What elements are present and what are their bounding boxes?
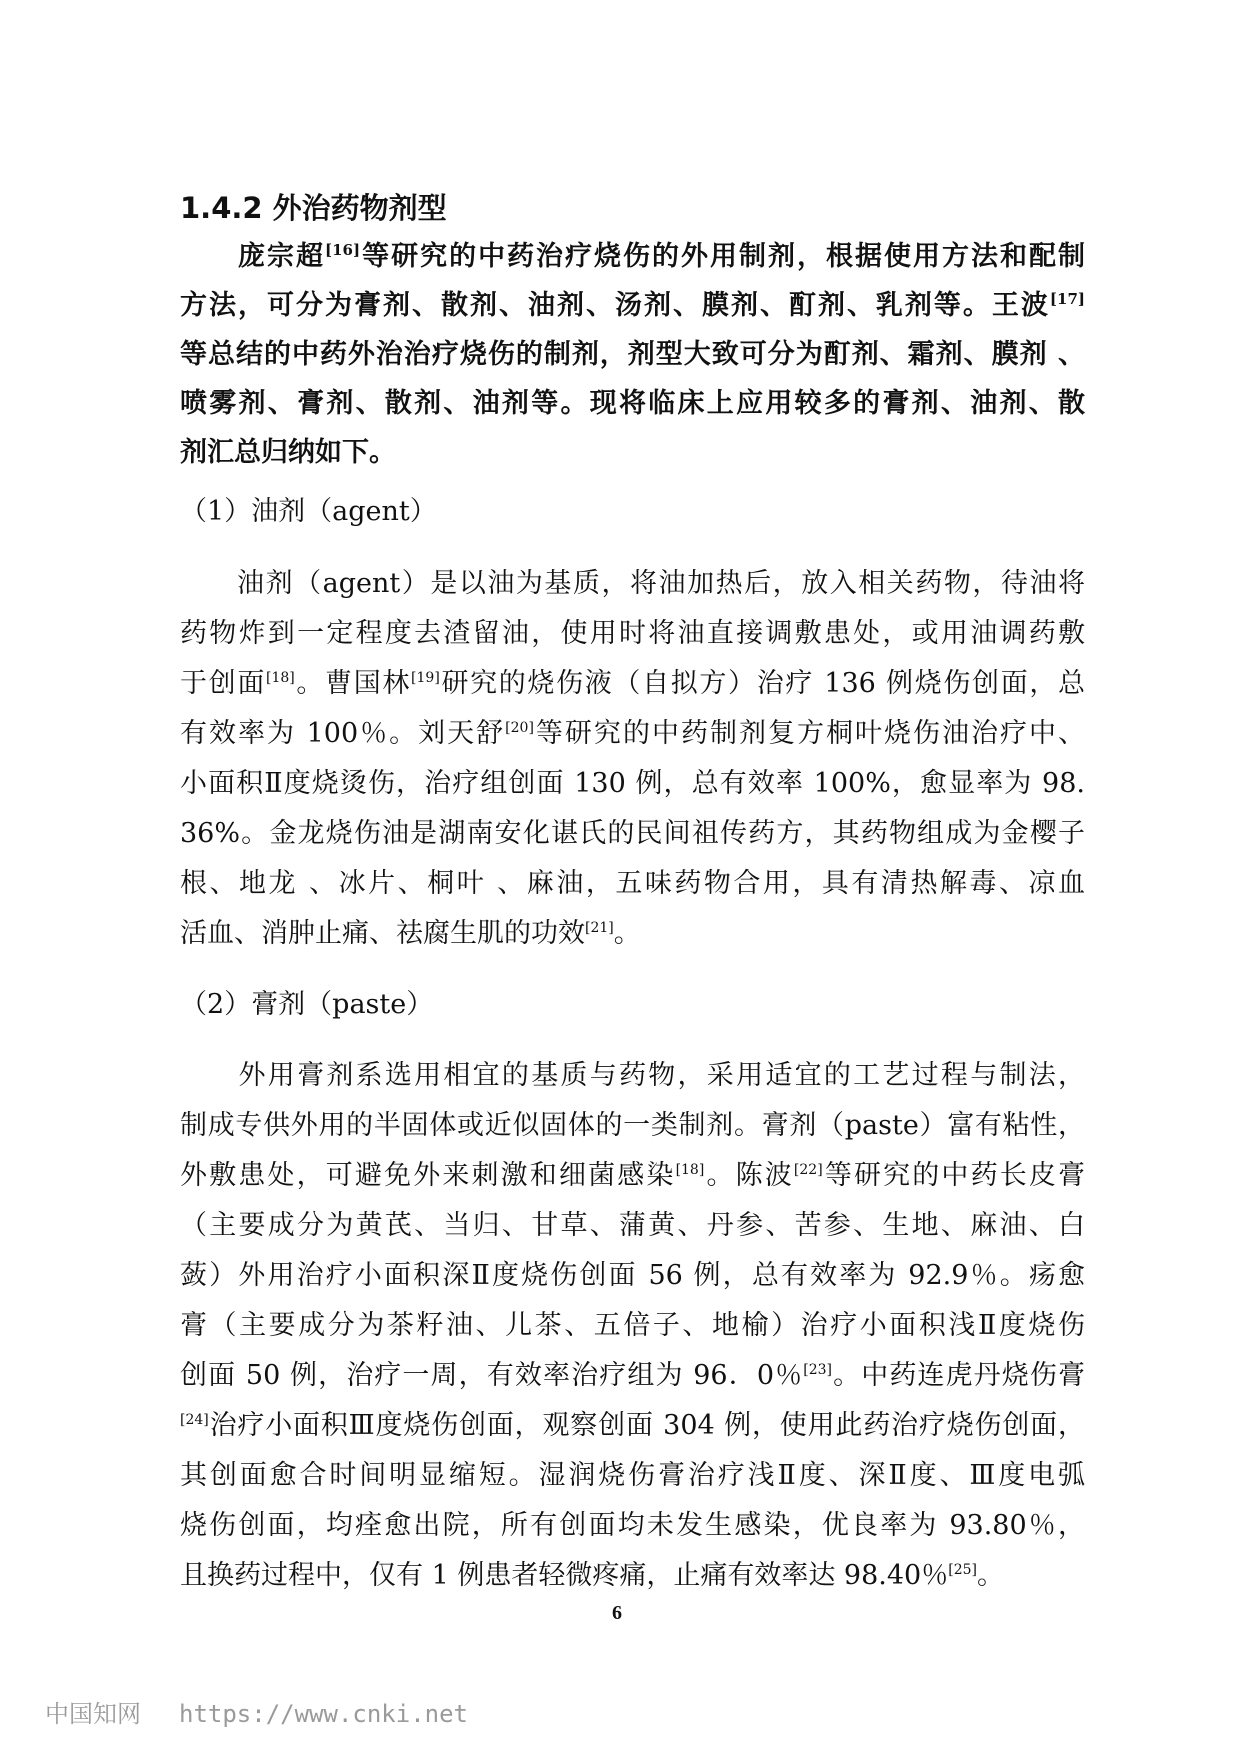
- subsection-title-paste: （2）膏剂（paste）: [180, 989, 434, 1020]
- watermark-url: https://www.cnki.net: [179, 1700, 468, 1728]
- watermark-brand: 中国知网: [45, 1700, 141, 1728]
- paragraph3-line-10: 烧伤创面，均痊愈出院，所有创面均未发生感染，优良率为 93.80％，: [180, 1510, 1085, 1541]
- citation-18: [18]: [265, 670, 295, 686]
- paragraph2-line-6: 36%。金龙烧伤油是湖南安化谌氏的民间祖传药方，其药物组成为金樱子: [180, 818, 1085, 849]
- subsection-title-oil: （1）油剂（agent）: [180, 496, 437, 527]
- paragraph1-line-3: 等总结的中药外治治疗烧伤的制剂，剂型大致可分为酊剂、霜剂、膜剂 、: [180, 339, 1085, 370]
- citation-24: [24]: [180, 1412, 209, 1428]
- citation-25: [25]: [948, 1562, 977, 1578]
- citation-17: [17]: [1049, 290, 1085, 308]
- paragraph3-line-11: 且换药过程中，仅有 1 例患者轻微疼痛，止痛有效率达 98.40％[25]。: [180, 1560, 1004, 1591]
- paragraph3-line-1: 外用膏剂系选用相宜的基质与药物，采用适宜的工艺过程与制法，: [180, 1060, 1085, 1091]
- citation-23: [23]: [803, 1362, 832, 1378]
- cnki-watermark: [45, 1694, 468, 1729]
- paragraph3-line-7: 创面 50 例，治疗一周，有效率治疗组为 96．0％[23]。中药连虎丹烧伤膏: [180, 1360, 1085, 1391]
- paragraph3-line-3: 外敷患处，可避免外来刺激和细菌感染[18]。陈波[22]等研究的中药长皮膏: [180, 1160, 1086, 1191]
- citation-21: [21]: [585, 920, 614, 936]
- paragraph3-line-8: [24]治疗小面积Ⅲ度烧伤创面，观察创面 304 例，使用此药治疗烧伤创面，: [180, 1410, 1085, 1441]
- paragraph1-line-4: 喷雾剂、膏剂、散剂、油剂等。现将临床上应用较多的膏剂、油剂、散: [180, 388, 1085, 419]
- citation-18b: [18]: [675, 1162, 705, 1178]
- citation-22: [22]: [793, 1162, 823, 1178]
- citation-19: [19]: [411, 670, 440, 686]
- section-heading: 1.4.2 外治药物剂型: [180, 191, 447, 225]
- citation-16: [16]: [325, 241, 361, 259]
- paragraph2-line-7: 根、地龙 、冰片、桐叶 、麻油，五味药物合用，具有清热解毒、凉血: [180, 868, 1085, 899]
- paragraph2-line-1: 油剂（agent）是以油为基质，将油加热后，放入相关药物，待油将: [180, 568, 1085, 599]
- paragraph2-line-3: 于创面[18]。曹国林[19]研究的烧伤液（自拟方）治疗 136 例烧伤创面，总: [180, 668, 1086, 699]
- paragraph1-line-2: 方法，可分为膏剂、散剂、油剂、汤剂、膜剂、酊剂、乳剂等。王波[17]: [180, 290, 1085, 321]
- paragraph2-line-8: 活血、消肿止痛、祛腐生肌的功效[21]。: [180, 918, 641, 949]
- paragraph2-line-4: 有效率为 100％。刘天舒[20]等研究的中药制剂复方桐叶烧伤油治疗中、: [180, 718, 1086, 749]
- paragraph1-line-5: 剂汇总归纳如下。: [180, 437, 396, 468]
- paragraph3-line-4: （主要成分为黄芪、当归、甘草、蒲黄、丹参、苦参、生地、麻油、白: [180, 1210, 1085, 1241]
- paragraph1-line-1: 庞宗超[16]等研究的中药治疗烧伤的外用制剂，根据使用方法和配制: [180, 241, 1086, 272]
- paragraph3-line-5: 蔹）外用治疗小面积深Ⅱ度烧伤创面 56 例，总有效率为 92.9％。疡愈: [180, 1260, 1085, 1291]
- paragraph3-line-2: 制成专供外用的半固体或近似固体的一类制剂。膏剂（paste）富有粘性，: [180, 1110, 1085, 1141]
- citation-20: [20]: [505, 720, 534, 736]
- paragraph2-line-2: 药物炸到一定程度去渣留油，使用时将油直接调敷患处，或用油调药敷: [180, 618, 1085, 649]
- paragraph2-line-5: 小面积Ⅱ度烧烫伤，治疗组创面 130 例，总有效率 100%，愈显率为 98.: [180, 768, 1085, 799]
- paragraph3-line-9: 其创面愈合时间明显缩短。湿润烧伤膏治疗浅Ⅱ度、深Ⅱ度、Ⅲ度电弧: [180, 1460, 1085, 1491]
- paragraph3-line-6: 膏（主要成分为茶籽油、儿茶、五倍子、地榆）治疗小面积浅Ⅱ度烧伤: [180, 1310, 1085, 1341]
- page-number: 6: [612, 1602, 622, 1624]
